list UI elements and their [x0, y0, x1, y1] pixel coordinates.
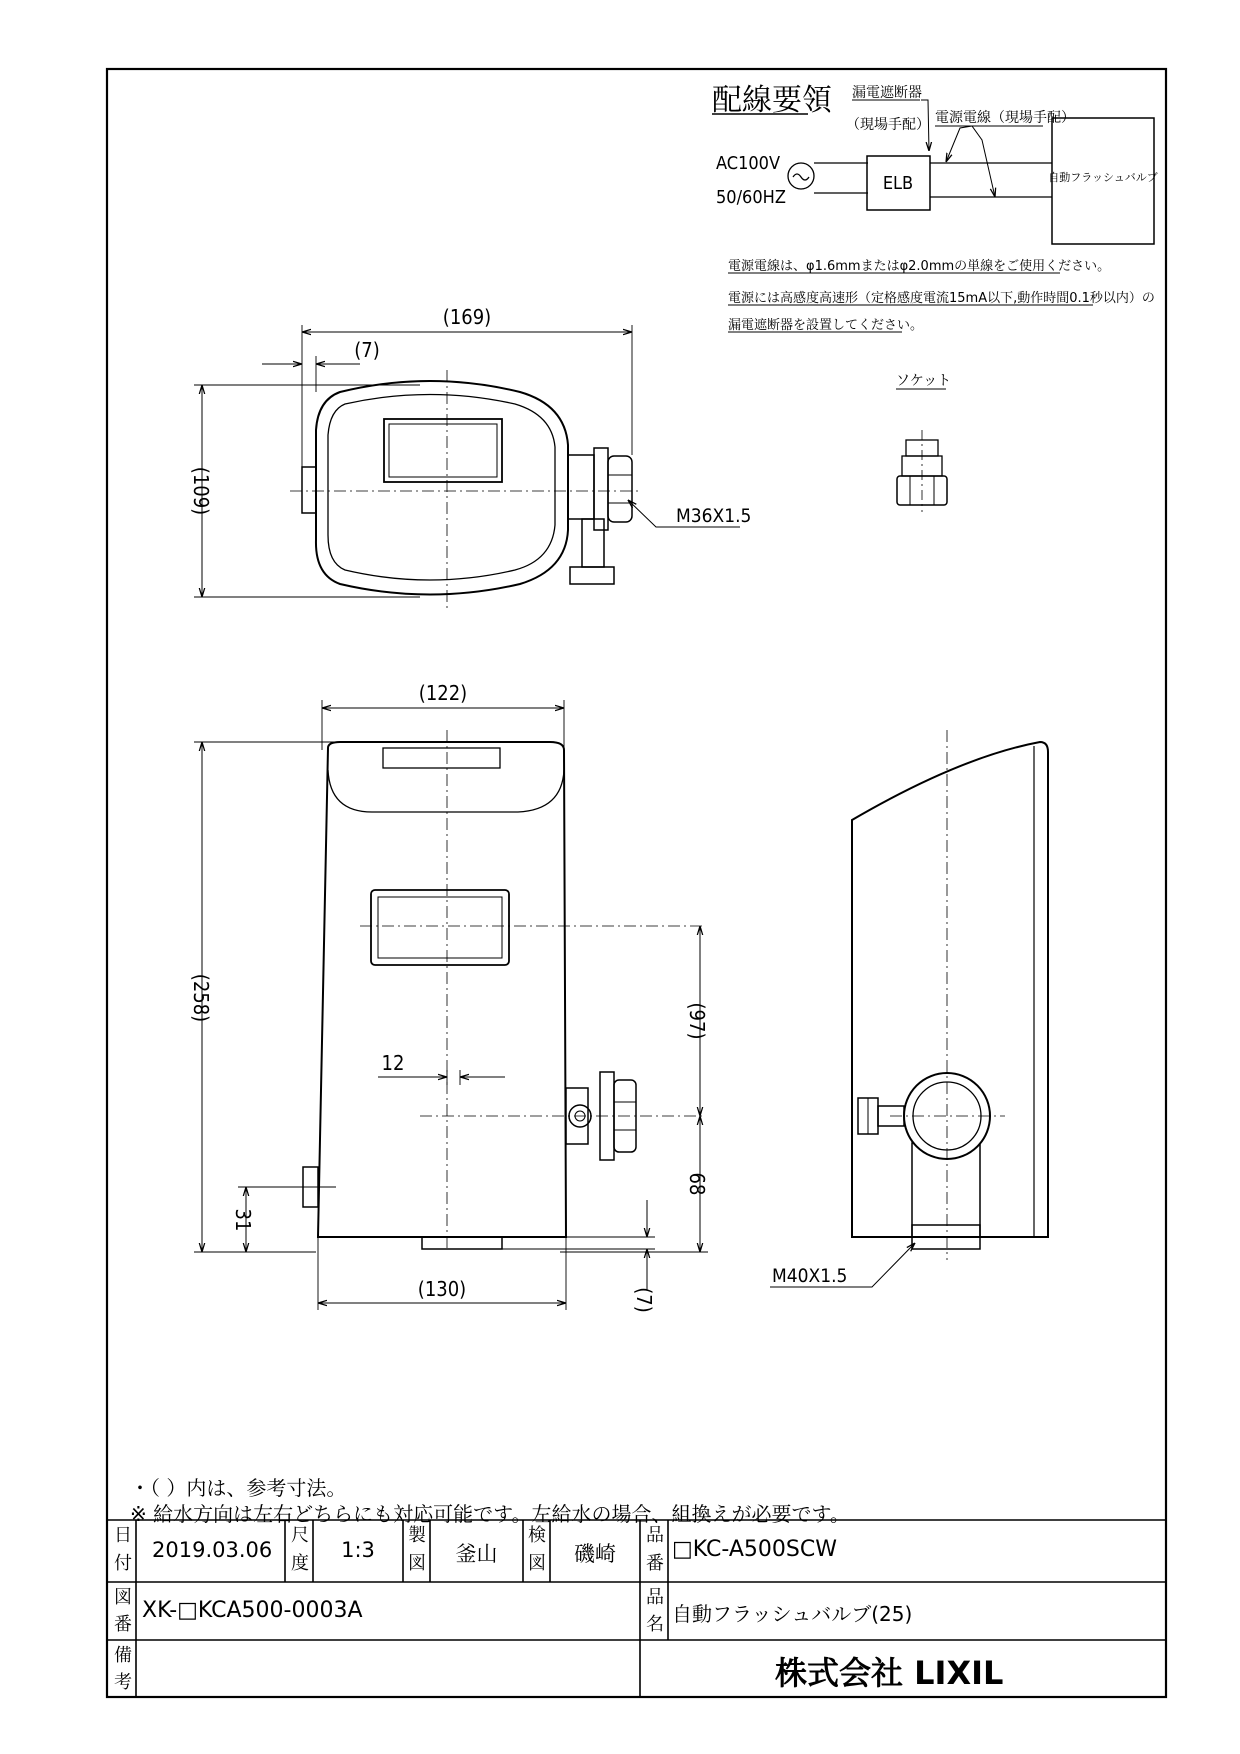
label-part-no: 品番: [646, 1525, 664, 1574]
label-remarks: 備考: [114, 1645, 132, 1693]
dim-side-thread: M40X1.5: [772, 1265, 848, 1287]
elb-label: ELB: [882, 173, 914, 194]
note-water-supply: ※ 給水方向は左右どちらにも対応可能です。左給水の場合、組換えが必要です。: [130, 1502, 850, 1526]
dim-front-top-width: (122): [418, 681, 468, 705]
value-checked-by: 磯崎: [574, 1542, 616, 1566]
value-drawing-no: XK-□KCA500-0003A: [142, 1598, 363, 1623]
note-reference-dimensions: ・（ ）内は、参考寸法。: [130, 1476, 347, 1500]
wiring-note-3: 漏電遮断器を設置してください。: [728, 318, 924, 333]
dim-front-side-pin: 31: [231, 1208, 255, 1232]
cable-label: 電源電線（現場手配）: [935, 110, 1075, 126]
dim-front-lower: 68: [685, 1172, 709, 1196]
value-drawn-by: 釜山: [455, 1542, 498, 1566]
dim-top-thread: M36X1.5: [676, 505, 752, 527]
value-date: 2019.03.06: [152, 1538, 273, 1562]
side-view: [770, 730, 1048, 1287]
dim-top-offset: (7): [354, 338, 380, 362]
wiring-note-1: 電源電線は、φ1.6mmまたはφ2.0mmの単線をご使用ください。: [728, 259, 1111, 274]
dim-front-inlet-height: (97): [685, 1002, 709, 1040]
label-date: 日付: [114, 1525, 132, 1574]
ac-voltage: AC100V: [716, 153, 781, 174]
wiring-diagram: [712, 83, 1158, 333]
breaker-label: 漏電遮断器: [852, 85, 922, 101]
value-part-no: □KC-A500SCW: [672, 1537, 837, 1562]
dim-top-height: (109): [189, 466, 213, 516]
socket-label: ソケット: [896, 373, 952, 389]
dim-front-bottom-width: (130): [417, 1277, 467, 1301]
socket-drawing: [896, 373, 951, 512]
wiring-title: 配線要領: [712, 83, 832, 118]
value-part-name: 自動フラッシュバルブ(25): [672, 1602, 913, 1626]
label-checked: 検図: [528, 1525, 546, 1574]
dim-front-bottom-offset: (7): [632, 1287, 656, 1313]
breaker-site-label: （現場手配）: [846, 117, 930, 133]
wiring-note-2: 電源には高感度高速形（定格感度電流15mA以下,動作時間0.1秒以内）の: [728, 291, 1155, 306]
frequency: 50/60HZ: [716, 187, 786, 208]
sheet-border: [107, 69, 1166, 1697]
value-scale: 1:3: [341, 1538, 375, 1562]
label-drawn: 製図: [408, 1525, 426, 1574]
label-drawing-no: 図番: [114, 1587, 132, 1635]
dim-front-pipe-offset: 12: [381, 1051, 405, 1075]
front-view: [189, 681, 709, 1313]
dim-top-width: (169): [442, 305, 492, 329]
dim-front-height: (258): [189, 973, 213, 1023]
valve-box-label: 自動フラッシュバルブ: [1048, 171, 1158, 184]
label-scale: 尺度: [291, 1525, 309, 1574]
company-name: 株式会社 LIXIL: [775, 1654, 1004, 1692]
top-view: [189, 305, 751, 610]
label-part-name: 品名: [646, 1587, 664, 1635]
